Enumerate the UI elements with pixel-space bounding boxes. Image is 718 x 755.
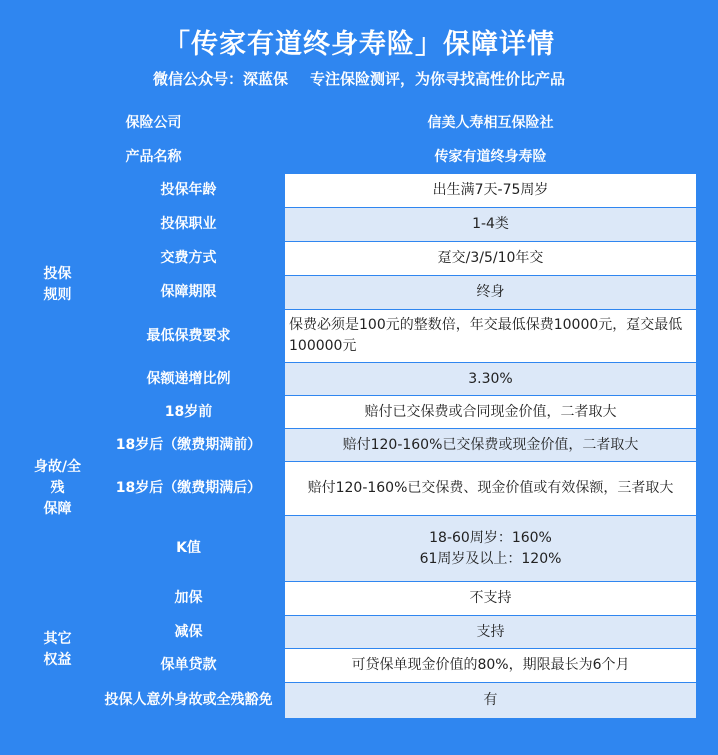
table-row [23,429,697,462]
row-value: 3.30% [285,363,697,396]
table-row [23,396,697,429]
page-title: 「传家有道终身寿险」保障详情 [163,29,555,60]
row-value: 不支持 [285,582,697,616]
insurance-details-table [22,106,697,719]
row-label: 投保年龄 [93,174,285,208]
company-value: 信美人寿相互保险社 [285,107,697,141]
row-label: 投保人意外身故或全残豁免 [93,683,285,719]
row-label: 最低保费要求 [93,310,285,363]
product-label: 产品名称 [23,141,285,174]
row-label: 18岁后（缴费期满前） [93,429,285,462]
row-label: 18岁后（缴费期满后） [93,462,285,516]
row-value: 支持 [285,616,697,649]
row-value: 赔付120-160%已交保费或现金价值，二者取大 [285,429,697,462]
row-value: 出生满7天-75周岁 [285,174,697,208]
row-label: 投保职业 [93,208,285,242]
row-label: 18岁前 [93,396,285,429]
page-subtitle [0,68,718,89]
row-value: 有 [285,683,697,719]
table-row [23,616,697,649]
table-row-company [23,107,697,141]
table-row [23,683,697,719]
subtitle-slogan: 专注保险测评，为你寻找高性价比产品 [310,70,566,88]
row-value: 18-60周岁：160% 61周岁及以上：120% [285,516,697,582]
group-label-text: 投保 规则 [43,265,72,303]
row-label: 加保 [93,582,285,616]
row-value: 趸交/3/5/10年交 [285,242,697,276]
row-value: 可贷保单现金价值的80%，期限最长为6个月 [285,649,697,683]
row-value: 保费必须是100元的整数倍，年交最低保费10000元，趸交最低100000元 [285,310,697,363]
group-label-other-rights [23,582,93,719]
group-label-text: 身故/全残 保障 [33,459,82,517]
table-row [23,208,697,242]
table-row [23,462,697,516]
table-row [23,310,697,363]
table-row [23,582,697,616]
company-label: 保险公司 [23,107,285,141]
table-row [23,516,697,582]
group-label-death-disability [23,396,93,582]
row-label: 保障期限 [93,276,285,310]
row-value: 赔付已交保费或合同现金价值，二者取大 [285,396,697,429]
table-row [23,174,697,208]
row-label: 保额递增比例 [93,363,285,396]
table-row-product [23,141,697,174]
table-row [23,276,697,310]
row-label: 交费方式 [93,242,285,276]
table-row [23,242,697,276]
group-label-rules [23,174,93,396]
row-label: K值 [93,516,285,582]
row-value: 1-4类 [285,208,697,242]
row-label: 保单贷款 [93,649,285,683]
row-value: 终身 [285,276,697,310]
row-value: 赔付120-160%已交保费、现金价值或有效保额，三者取大 [285,462,697,516]
subtitle-wechat: 微信公众号：深蓝保 [152,70,288,88]
table-row [23,649,697,683]
row-label: 减保 [93,616,285,649]
group-label-text: 其它 权益 [43,631,72,668]
product-value: 传家有道终身寿险 [285,141,697,174]
table-row [23,363,697,396]
